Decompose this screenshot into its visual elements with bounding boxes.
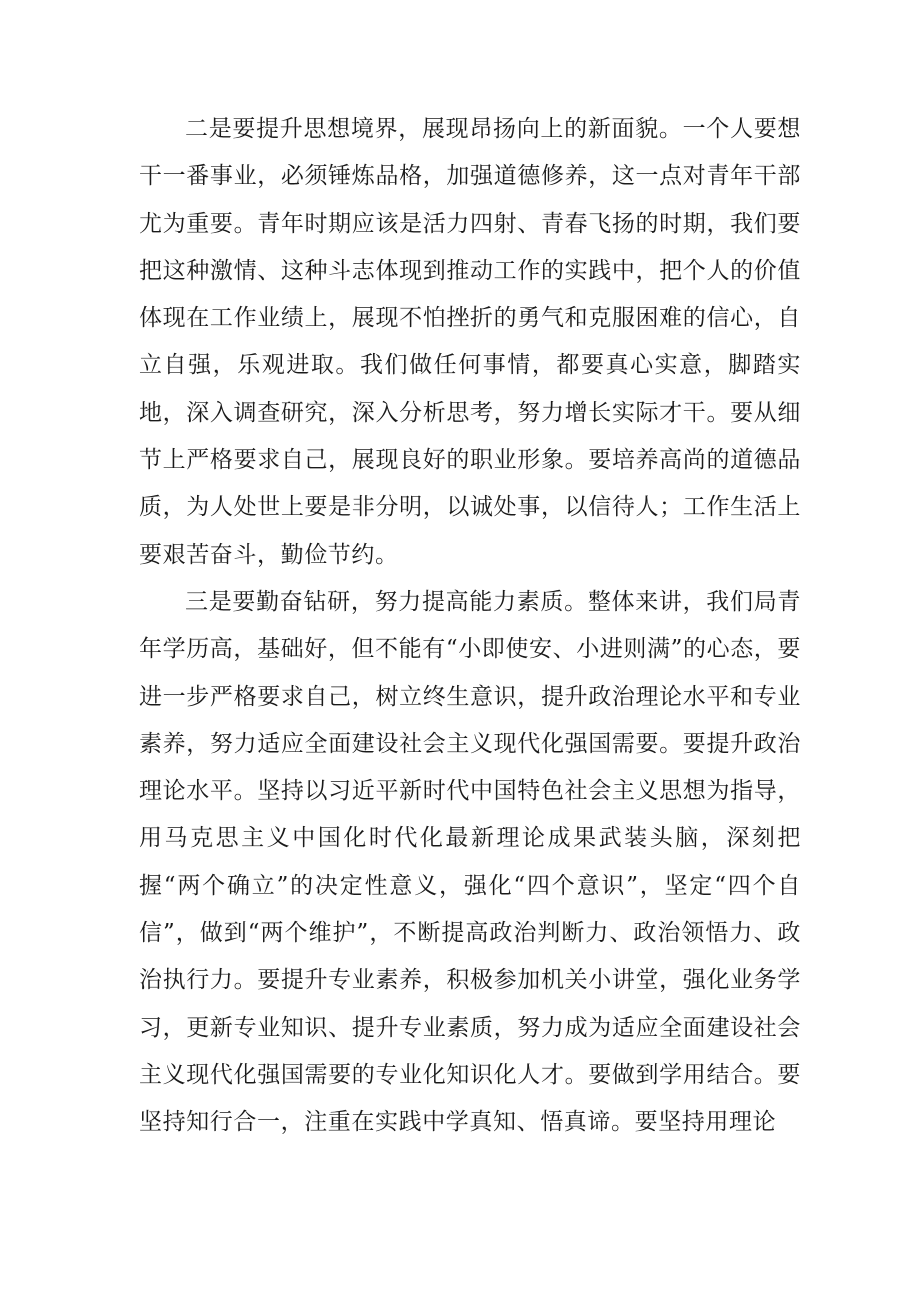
document-body — [139, 106, 801, 1147]
paragraph-2: 二是要提升思想境界，展现昂扬向上的新面貌。一个人要想干一番事业，必须锤炼品格，加强道德修养，这一点对青年干部尤为重要。青年时期应该是活力四射、青春飞扬的时期，我们要把这种激情、这种斗志体现到推动工作的实践中，把个人的价值体现在工作业绩上，展现不怕挫折的勇气和克服困难的信心，自立自强，乐观进取。我们做任何事情，都要真心实意，脚踏实地，深入调查研究，深入分析思考，努力增长实际才干。要从细节上严格要求自己，展现良好的职业形象。要培养高尚的道德品质，为人处世上要是非分明，以诚处事，以信待人；工作生活上要艰苦奋斗，勤俭节约。 — [139, 116, 801, 568]
paragraph-3: 三是要勤奋钻研，努力提高能力素质。整体来讲，我们局青年学历高，基础好，但不能有“小即使安、小进则满”的心态，要进一步严格要求自己，树立终生意识，提升政治理论水平和专业素养，努力适应全面建设社会主义现代化强国需要。要提升政治理论水平。坚持以习近平新时代中国特色社会主义思想为指导，用马克思主义中国化时代化最新理论成果武装头脑，深刻把握“两个确立”的决定性意义，强化“四个意识”，坚定“四个自信”，做到“两个维护”，不断提高政治判断力、政治领悟力、政治执行力。要提升专业素养，积极参加机关小讲堂，强化业务学习，更新专业知识、提升专业素质，努力成为适应全面建设社会主义现代化强国需要的专业化知识化人才。要做到学用结合。要坚持知行合一，注重在实践中学真知、悟真谛。要坚持用理论 — [139, 588, 801, 1136]
